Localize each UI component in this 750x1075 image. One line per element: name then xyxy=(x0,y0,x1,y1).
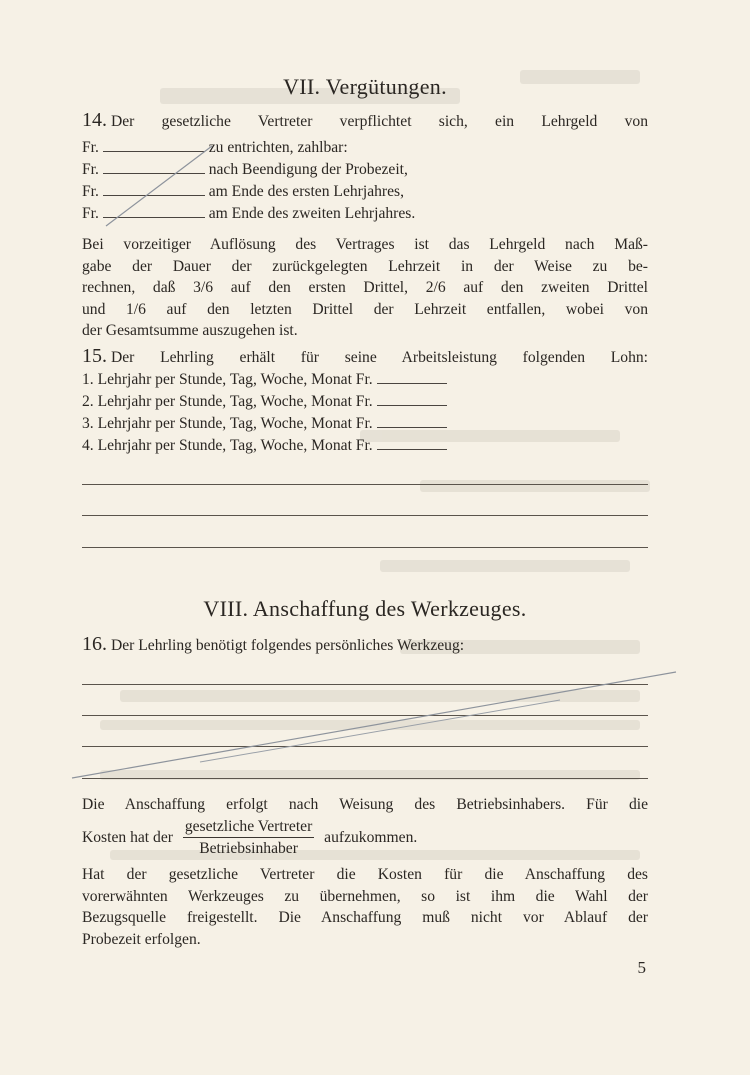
blank-rule xyxy=(82,515,648,516)
paragraph-line: Bezugsquelle freigestellt. Die Anschaffung muß nicht vor Ablauf der xyxy=(82,909,648,926)
fee-currency: Fr. xyxy=(82,139,99,156)
page-number: 5 xyxy=(637,958,646,977)
paragraph-line: Probezeit erfolgen. xyxy=(82,930,201,948)
wage-amount-blank xyxy=(377,448,447,450)
wage-row-text: 1. Lehrjahr per Stunde, Tag, Woche, Monat Fr. xyxy=(82,371,373,388)
blank-rule xyxy=(82,684,648,685)
paragraph-line: und 1/6 auf den letzten Drittel der Lehrzeit entfallen, wobei von xyxy=(82,300,648,318)
choice-business-owner: Betriebsinhaber xyxy=(199,840,298,857)
fee-currency: Fr. xyxy=(82,183,99,200)
blank-rule xyxy=(82,778,648,779)
fee-row-text: am Ende des zweiten Lehrjahres. xyxy=(208,205,416,222)
strike-line-tools-2 xyxy=(200,700,560,762)
paragraph-line: rechnen, daß 3/6 auf den ersten Drittel, 2/6 auf den zweiten Drittel xyxy=(82,279,648,296)
fee-currency: Fr. xyxy=(82,205,99,222)
wage-row xyxy=(82,414,447,434)
section-heading-werkzeug: VIII. Anschaffung des Werkzeuges. xyxy=(203,596,527,621)
fee-currency: Fr. xyxy=(82,161,99,178)
item-14-intro xyxy=(82,110,648,132)
paragraph-line: vorerwähnten Werkzeuges zu übernehmen, so ist ihm die Wahl der xyxy=(82,887,648,905)
costs-choice-line xyxy=(82,818,417,859)
fee-row-text: nach Beendigung der Probezeit, xyxy=(208,161,408,178)
blank-rule xyxy=(82,547,648,548)
fee-amount-blank xyxy=(103,194,205,196)
costs-choice-fraction xyxy=(183,818,314,859)
wage-row xyxy=(82,436,447,456)
item-number: 16. xyxy=(82,633,107,655)
item-number: 14. xyxy=(82,109,107,131)
paragraph-line: Hat der gesetzliche Vertreter die Kosten für die Anschaffung des xyxy=(82,866,648,883)
item-number: 15. xyxy=(82,345,107,367)
fee-row xyxy=(82,182,404,202)
wage-row-text: 2. Lehrjahr per Stunde, Tag, Woche, Monat Fr. xyxy=(82,393,373,410)
paragraph-line: gabe der Dauer der zurückgelegten Lehrzeit in der Weise zu be- xyxy=(82,257,648,275)
fee-amount-blank xyxy=(103,216,205,218)
item-16-intro xyxy=(82,634,464,656)
choice-legal-representative: gesetzliche Vertreter xyxy=(183,818,314,838)
paragraph-line: der Gesamtsumme auszugehen ist. xyxy=(82,322,298,339)
fee-row xyxy=(82,204,415,224)
item-16-text: Der Lehrling benötigt folgendes persönliches Werkzeug: xyxy=(111,637,465,654)
wage-amount-blank xyxy=(377,426,447,428)
fee-row-text: am Ende des ersten Lehrjahres, xyxy=(208,183,404,200)
wage-amount-blank xyxy=(377,382,447,384)
item-15-text: Der Lehrling erhält für seine Arbeitsleistung folgenden Lohn: xyxy=(111,349,648,366)
fee-amount-blank xyxy=(103,150,205,152)
fee-amount-blank xyxy=(103,172,205,174)
costs-line: Die Anschaffung erfolgt nach Weisung des Betriebsinhabers. Für die xyxy=(82,796,648,813)
blank-rule xyxy=(82,746,648,747)
item-14-text: Der gesetzliche Vertreter verpflichtet sich, ein Lehrgeld von xyxy=(111,113,648,130)
final-paragraph xyxy=(82,864,648,950)
early-termination-paragraph xyxy=(82,234,648,342)
fee-row xyxy=(82,138,348,158)
section-heading-verguetungen: VII. Vergütungen. xyxy=(283,74,447,99)
blank-rule xyxy=(82,715,648,716)
wage-amount-blank xyxy=(377,404,447,406)
paragraph-line: Bei vorzeitiger Auflösung des Vertrages ist das Lehrgeld nach Maß- xyxy=(82,236,648,253)
costs-prefix: Kosten hat der xyxy=(82,829,173,847)
item-15-intro xyxy=(82,346,648,368)
blank-rule xyxy=(82,484,648,485)
wage-row xyxy=(82,392,447,412)
fee-row xyxy=(82,160,408,180)
wage-row-text: 4. Lehrjahr per Stunde, Tag, Woche, Monat Fr. xyxy=(82,437,373,454)
strike-line-tools xyxy=(72,672,676,778)
wage-row xyxy=(82,370,447,390)
fee-row-text: zu entrichten, zahlbar: xyxy=(208,139,348,156)
wage-row-text: 3. Lehrjahr per Stunde, Tag, Woche, Monat Fr. xyxy=(82,415,373,432)
costs-suffix: aufzukommen. xyxy=(324,829,418,847)
